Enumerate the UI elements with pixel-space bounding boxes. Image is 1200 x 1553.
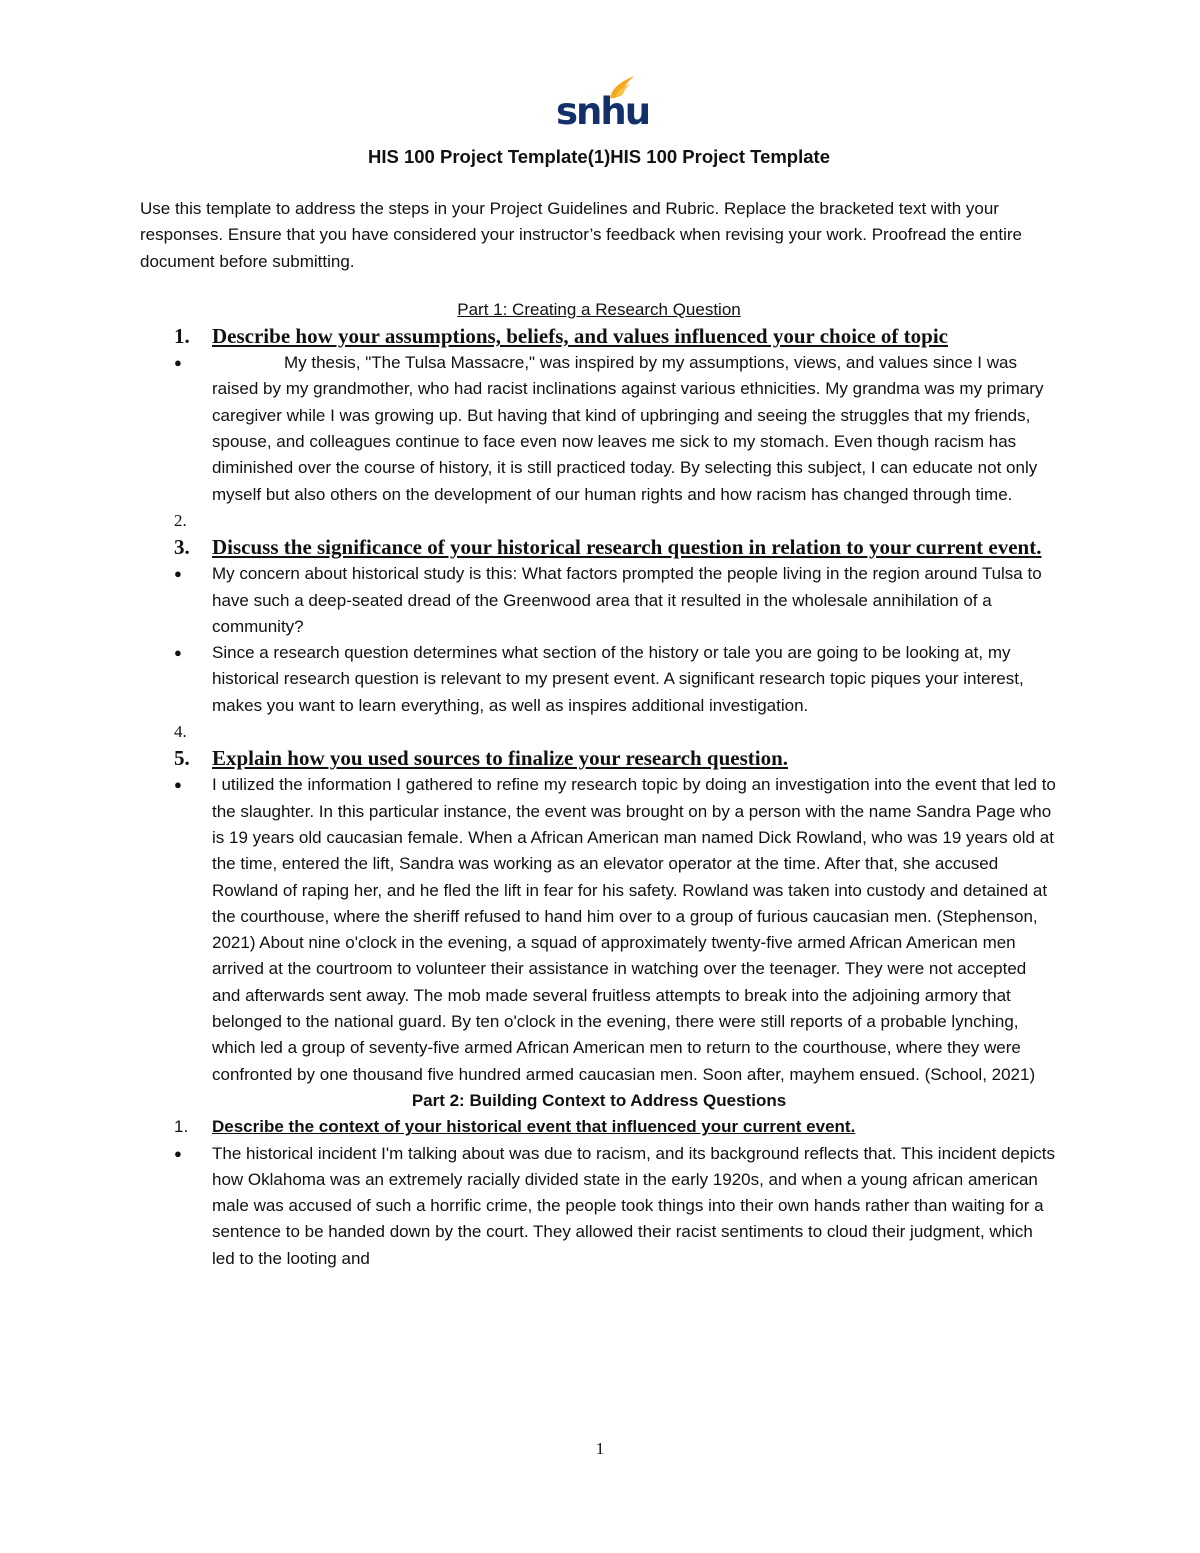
item-number: 1. <box>174 1117 189 1137</box>
bullet-icon: ● <box>174 1145 182 1161</box>
bullet-icon: ● <box>174 355 182 371</box>
item-number: 3. <box>174 535 190 560</box>
item-number: 4. <box>174 722 187 742</box>
document-title: HIS 100 Project Template(1)HIS 100 Project Template <box>368 146 830 167</box>
item-heading: Describe the context of your historical event that influenced your current event. <box>212 1117 856 1137</box>
bullet-icon: ● <box>174 566 182 582</box>
document-body <box>140 144 1058 1272</box>
bullet-item <box>140 1141 1058 1272</box>
part1-item-5 <box>140 745 1058 772</box>
bullet-item <box>140 350 1058 508</box>
part1-item-3 <box>140 534 1058 561</box>
snhu-logo <box>556 74 650 133</box>
part1-item-1 <box>140 323 1058 350</box>
item-number: 1. <box>174 324 190 349</box>
item-number: 5. <box>174 746 190 771</box>
bullet-item <box>140 561 1058 640</box>
bullet-text: Since a research question determines what section of the history or tale you are going to be looking at, my historical research question is relevant to my present event. A significant research topic piques your interest, makes you want to learn everything, as well as inspires additional investigation. <box>212 643 1024 715</box>
logo-wordmark: snhu <box>556 90 650 133</box>
part1-item-2 <box>140 508 1058 534</box>
item-heading: Discuss the significance of your historical research question in relation to your current event. <box>212 535 1042 560</box>
bullet-text: My thesis, "The Tulsa Massacre," was inspired by my assumptions, views, and values since I was raised by my grandmother, who had racist inclinations against various ethnicities. My grandma was my primary caregiver while I was growing up. But having that kind of upbringing and seeing the struggles that my friends, spouse, and colleagues continue to face even now leaves me sick to my stomach. Even though racism has diminished over the course of history, it is still practiced today. By selecting this subject, I can educate not only myself but also others on the development of our human rights and how racism has changed through time. <box>212 353 1044 504</box>
item-heading: Describe how your assumptions, beliefs, and values influenced your choice of topic <box>212 324 949 349</box>
bullet-text: I utilized the information I gathered to refine my research topic by doing an investigation into the event that led to the slaughter. In this particular instance, the event was brought on by a person with the name Sandra Page who is 19 years old caucasian female. When a African American man named Dick Rowland, who was 19 years old at the time, entered the lift, Sandra was working as an elevator operator at the time. After that, she accused Rowland of raping her, and he fled the lift in fear for his safety. Rowland was taken into custody and detained at the courthouse, where the sheriff refused to hand him over to a group of furious caucasian men. (Stephenson, 2021) About nine o'clock in the evening, a squad of approximately twenty-five armed African American men arrived at the courtroom to volunteer their assistance in watching over the teenager. They were not accepted and afterwards sent away. The mob made several fruitless attempts to break into the adjoining armory that belonged to the national guard. By ten o'clock in the evening, there were still reports of a probable lynching, which led a group of seventy-five armed African American men to return to the courthouse, where they were confronted by one thousand five hundred armed caucasian men. Soon after, mayhem ensued. (School, 2021) <box>212 775 1056 1084</box>
part1-item-4 <box>140 719 1058 745</box>
bullet-icon: ● <box>174 777 182 793</box>
bullet-item <box>140 772 1058 1088</box>
bullet-item <box>140 640 1058 719</box>
bullet-icon: ● <box>174 645 182 661</box>
page-number: 1 <box>595 1439 605 1458</box>
intro-paragraph: Use this template to address the steps in your Project Guidelines and Rubric. Replace the bracketed text with your responses. Ensure that you have considered your instructor’s feedback when revising your work. Proofread the entire document before submitting. <box>140 199 1022 271</box>
bullet-text: My concern about historical study is this: What factors prompted the people living in the region around Tulsa to have such a deep-seated dread of the Greenwood area that it resulted in the wholesale annihilation of a community? <box>212 564 1042 636</box>
item-heading: Explain how you used sources to finalize your research question. <box>212 746 789 771</box>
part2-item-1 <box>140 1114 1058 1140</box>
bullet-text: The historical incident I'm talking about was due to racism, and its background reflects that. This incident depicts how Oklahoma was an extremely racially divided state in the early 1920s, and when a young african american male was accused of such a horrific crime, the people took things into their own hands rather than waiting for a sentence to be handed down by the court. They allowed their racist sentiments to cloud their judgment, which led to the looting and <box>212 1143 1055 1268</box>
part1-heading: Part 1: Creating a Research Question <box>457 299 741 319</box>
item-number: 2. <box>174 510 187 530</box>
part2-heading: Part 2: Building Context to Address Questions <box>411 1090 787 1110</box>
